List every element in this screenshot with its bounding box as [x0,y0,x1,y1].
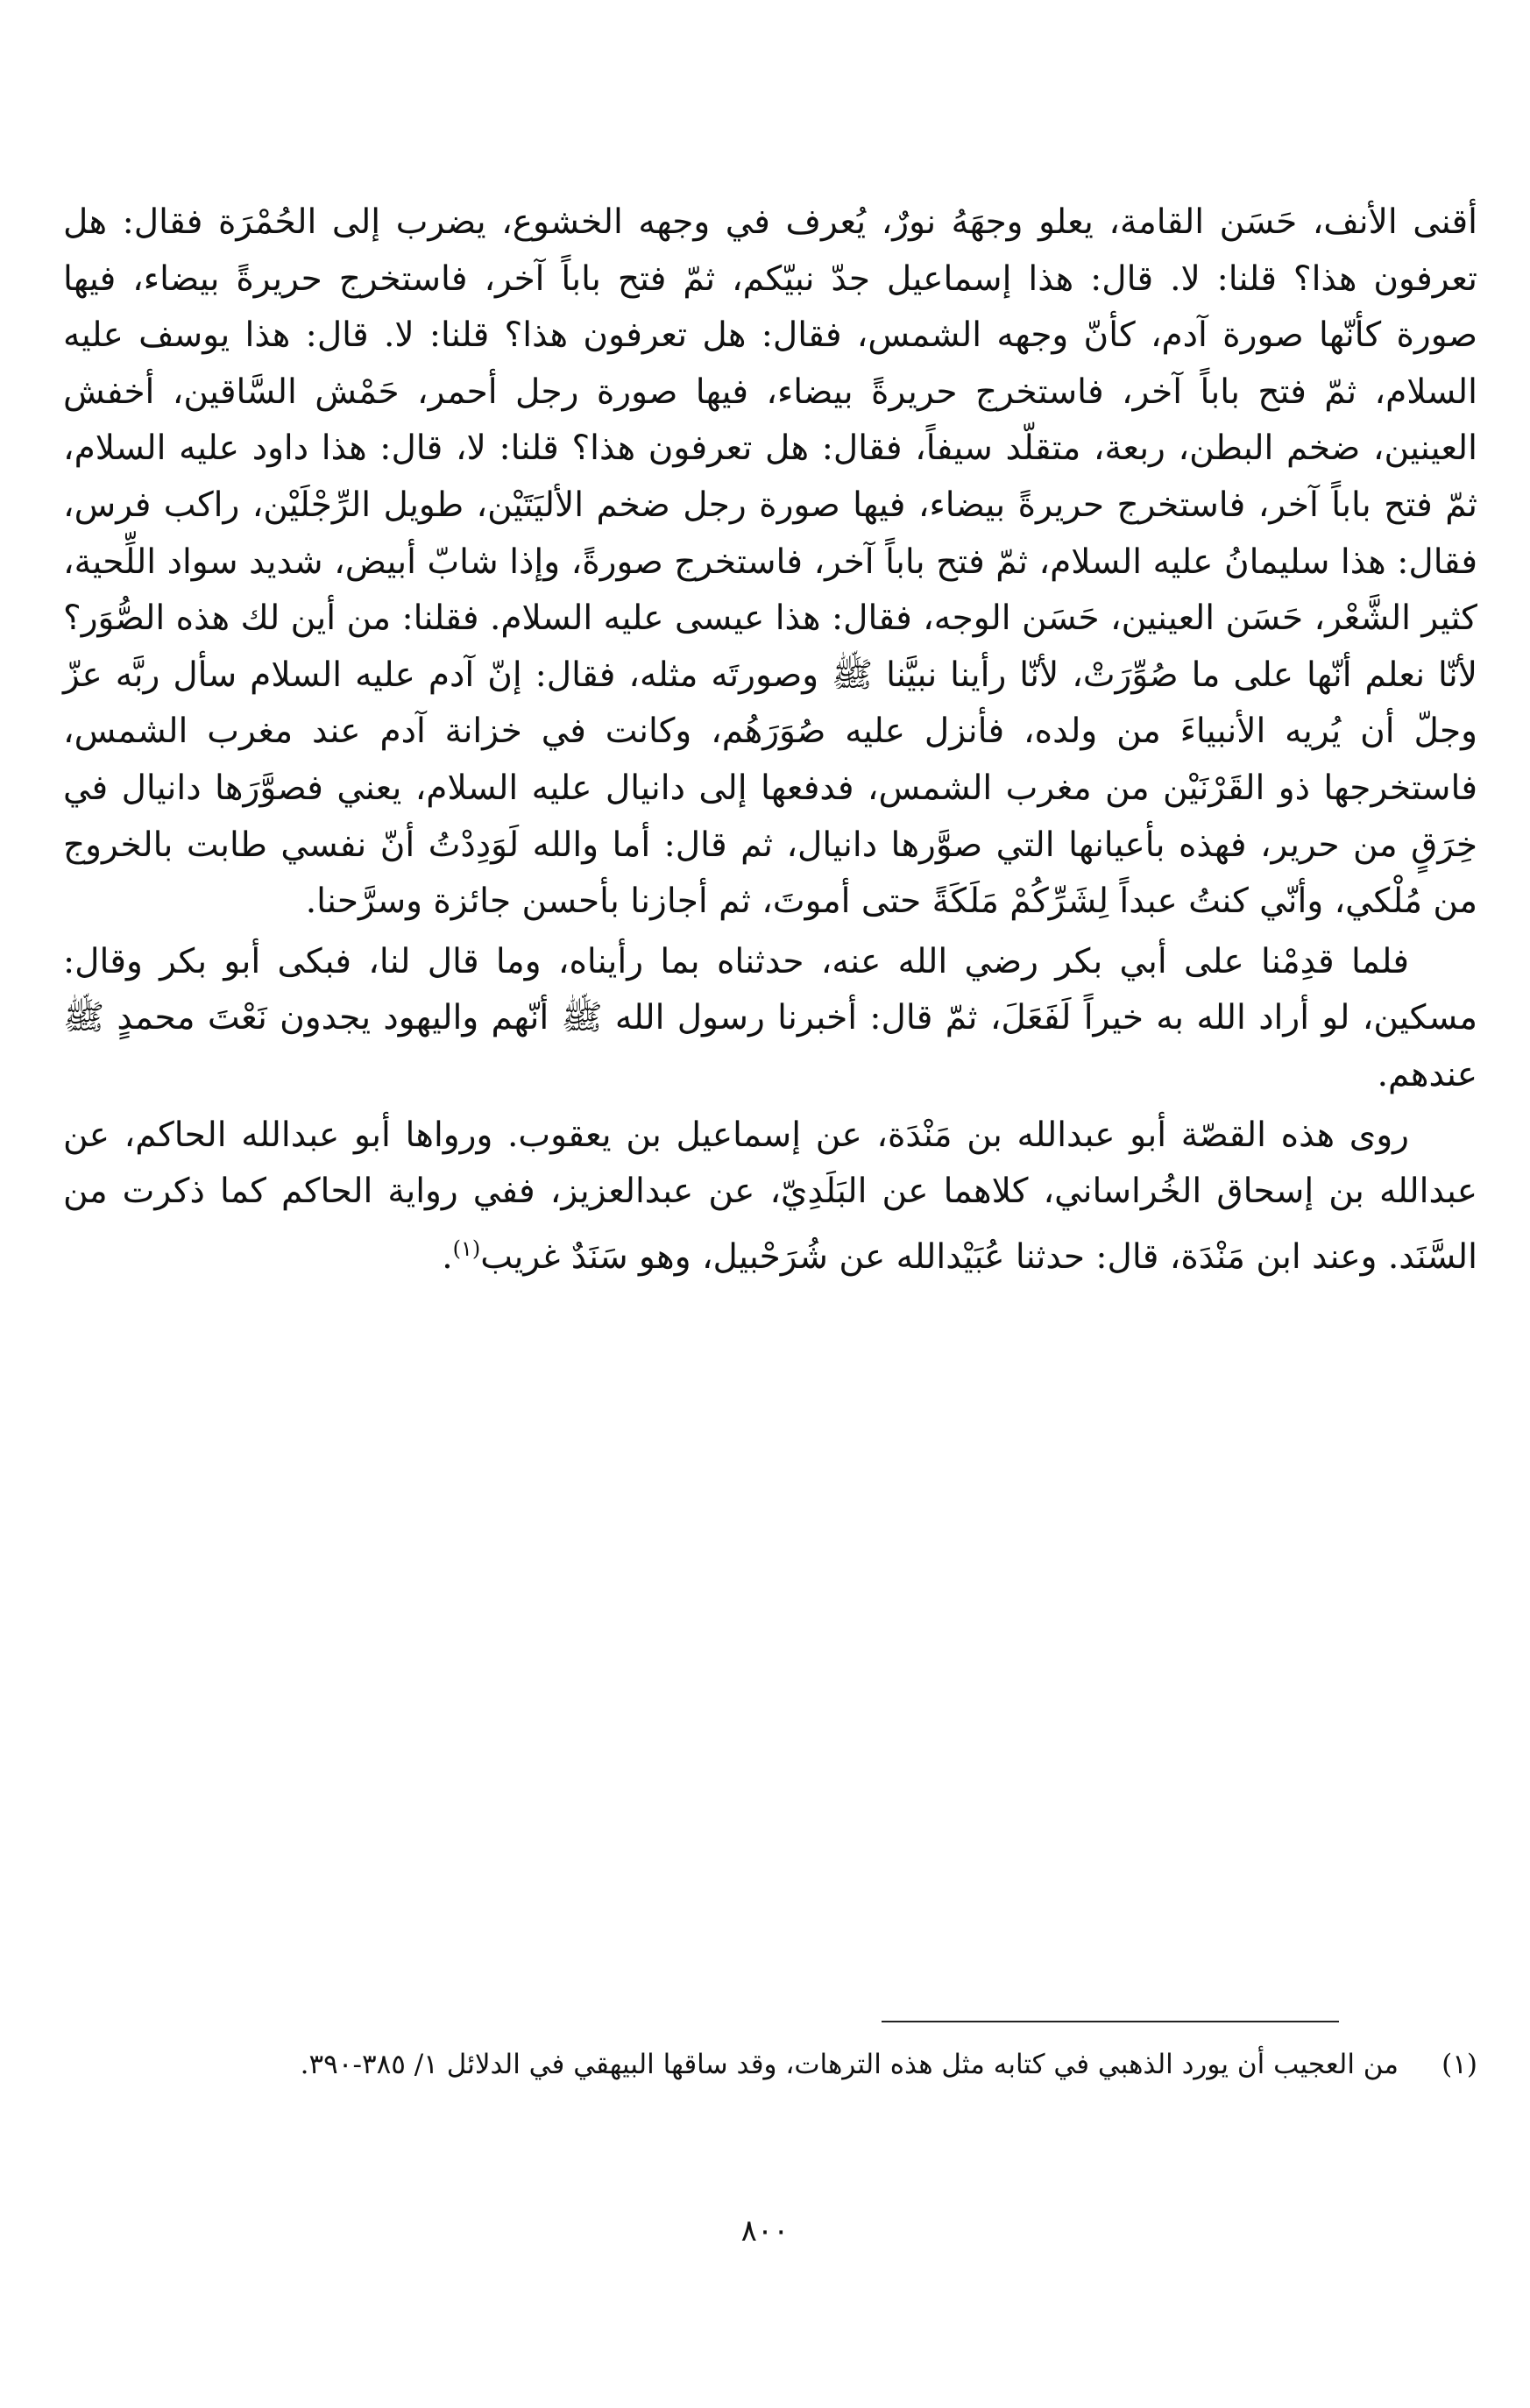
main-text-block [63,195,1477,1285]
paragraph-2: فلما قدِمْنا على أبي بكر رضي الله عنه، حدثناه بما رأيناه، وما قال لنا، فبكى أبو بكر وقال: مسكين، لو أراد الله به خيراً لَفَعَلَ، ثمّ قال: أخبرنا رسول الله ﷺ أنّهم واليهود يجدون نَعْتَ محمدٍ ﷺ عندهم. [63,941,1477,1094]
footnote-divider [882,2021,1339,2022]
paragraph-3-closing: . [442,1236,453,1277]
paragraph-3-text: روى هذه القصّة أبو عبدالله بن مَنْدَة، عن إسماعيل بن يعقوب. ورواها أبو عبدالله الحاكم، عن عبدالله بن إسحاق الخُراساني، كلاهما عن البَلَدِيّ، عن عبدالعزيز، ففي رواية الحاكم كما ذكرت من السَّنَد. وعند ابن مَنْدَة، قال: حدثنا عُبَيْدالله عن شُرَحْبيل، وهو سَنَدٌ غريب [63,1115,1477,1277]
footnote-1 [63,2042,1477,2088]
paragraph-3 [63,1108,1477,1286]
footnotes [63,2042,1477,2088]
footnote-reference[interactable]: (١) [452,1236,481,1261]
paragraph-1: أقنى الأنف، حَسَن القامة، يعلو وجهَهُ نورٌ، يُعرف في وجهه الخشوع، يضرب إلى الحُمْرَة فقال: هل تعرفون هذا؟ قلنا: لا. قال: هذا إسماعيل جدّ نبيّكم، ثمّ فتح باباً آخر، فاستخرج حريرةً بيضاء، فيها صورة كأنّها صورة آدم، كأنّ وجهه الشمس، فقال: هل تعرفون هذا؟ قلنا: لا. قال: هذا يوسف عليه السلام، ثمّ فتح باباً آخر، فاستخرج حريرةً بيضاء، فيها صورة رجل أحمر، حَمْش السَّاقين، أخفش العينين، ضخم البطن، ربعة، متقلّد سيفاً، فقال: هل تعرفون هذا؟ قلنا: لا، قال: هذا داود عليه السلام، ثمّ فتح باباً آخر، فاستخرج حريرةً بيضاء، فيها صورة رجل ضخم الأليَتَيْن، طويل الرِّجْلَيْن، راكب فرس، فقال: هذا سليمانُ عليه السلام، ثمّ فتح باباً آخر، فاستخرج صورةً، وإذا شابّ أبيض، شديد سواد اللِّحية، كثير الشَّعْر، حَسَن العينين، حَسَن الوجه، فقال: هذا عيسى عليه السلام. فقلنا: من أين لك هذه الصُّوَر؟ لأنّا نعلم أنّها على ما صُوِّرَتْ، لأنّا رأينا نبيَّنا ﷺ وصورتَه مثله، فقال: إنّ آدم عليه السلام سأل ربَّه عزّ وجلّ أن يُريه الأنبياءَ من ولده، فأنزل عليه صُوَرَهُم، وكانت في خزانة آدم عند مغرب الشمس، فاستخرجها ذو القَرْنَيْن من مغرب الشمس، فدفعها إلى دانيال عليه السلام، يعني فصوَّرَها دانيال في خِرَقٍ من حرير، فهذه بأعيانها التي صوَّرها دانيال، ثم قال: أما والله لَوَدِدْتُ أنّ نفسي طابت بالخروج من مُلْكي، وأنّي كنتُ عبداً لِشَرِّكُمْ مَلَكَةً حتى أموتَ، ثم أجازنا بأحسن جائزة وسرَّحنا. [63,202,1477,922]
page-number: ٨٠٠ [740,2213,790,2249]
footnote-marker: (١) [1441,2049,1477,2080]
footnote-text: من العجيب أن يورد الذهبي في كتابه مثل هذه الترهات، وقد ساقها البيهقي في الدلائل ١/ ٣٨٥-٣٩٠. [300,2049,1399,2080]
